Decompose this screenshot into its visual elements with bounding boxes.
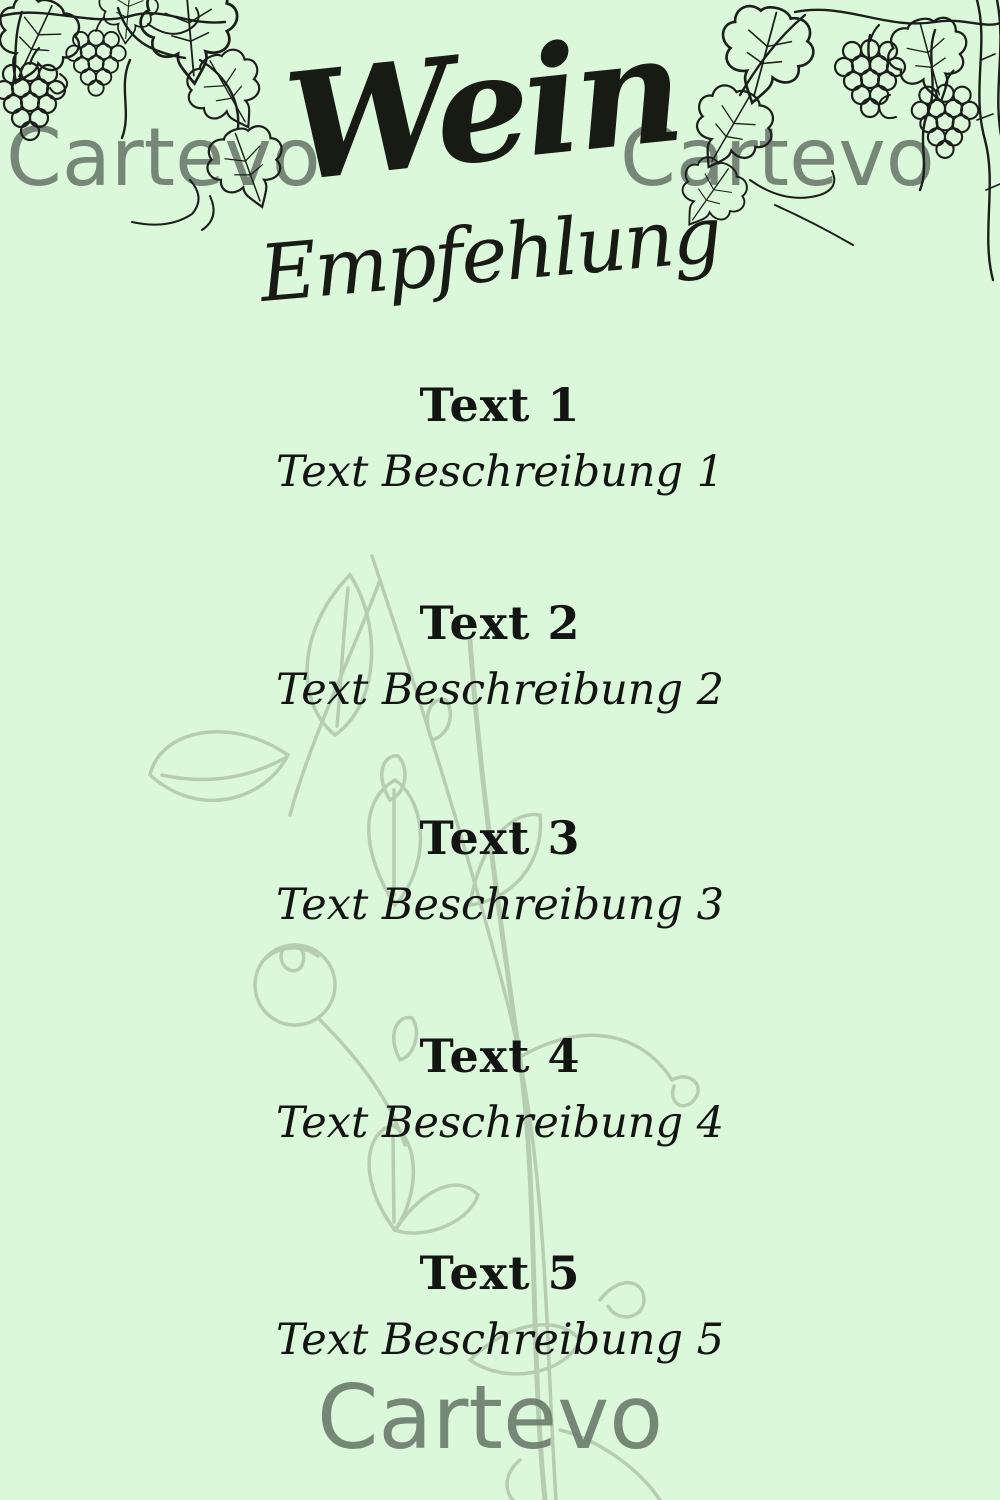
entry-description: Text Beschreibung 5 (275, 1315, 725, 1365)
entry-description: Text Beschreibung 1 (275, 447, 725, 497)
entry-description: Text Beschreibung 3 (275, 880, 725, 930)
grape-clusters (0, 17, 126, 140)
watermark-top-right: Cartevo (620, 111, 935, 204)
entry-title: Text 5 (419, 1246, 581, 1300)
entry-title: Text 3 (419, 811, 581, 865)
wine-entry (0, 811, 1000, 930)
page-title: Wein (277, 0, 687, 216)
entry-title: Text 2 (419, 596, 581, 650)
watermark-bottom: Cartevo (316, 1366, 664, 1469)
entry-title: Text 4 (419, 1029, 581, 1083)
entry-description: Text Beschreibung 4 (275, 1098, 725, 1148)
wine-entry (0, 1029, 1000, 1148)
watermark-top-left: Cartevo (6, 111, 321, 204)
wine-entry (0, 378, 1000, 497)
entry-title: Text 1 (419, 378, 581, 432)
vine-trunk (977, 0, 1000, 285)
wine-entry (0, 596, 1000, 715)
page-subtitle: Empfehlung (256, 190, 724, 320)
entry-description: Text Beschreibung 2 (275, 665, 725, 715)
grape-clusters (835, 25, 978, 158)
wine-entry (0, 1246, 1000, 1365)
vine-branches (0, 8, 238, 138)
sprig-flower-bud (255, 945, 335, 1025)
